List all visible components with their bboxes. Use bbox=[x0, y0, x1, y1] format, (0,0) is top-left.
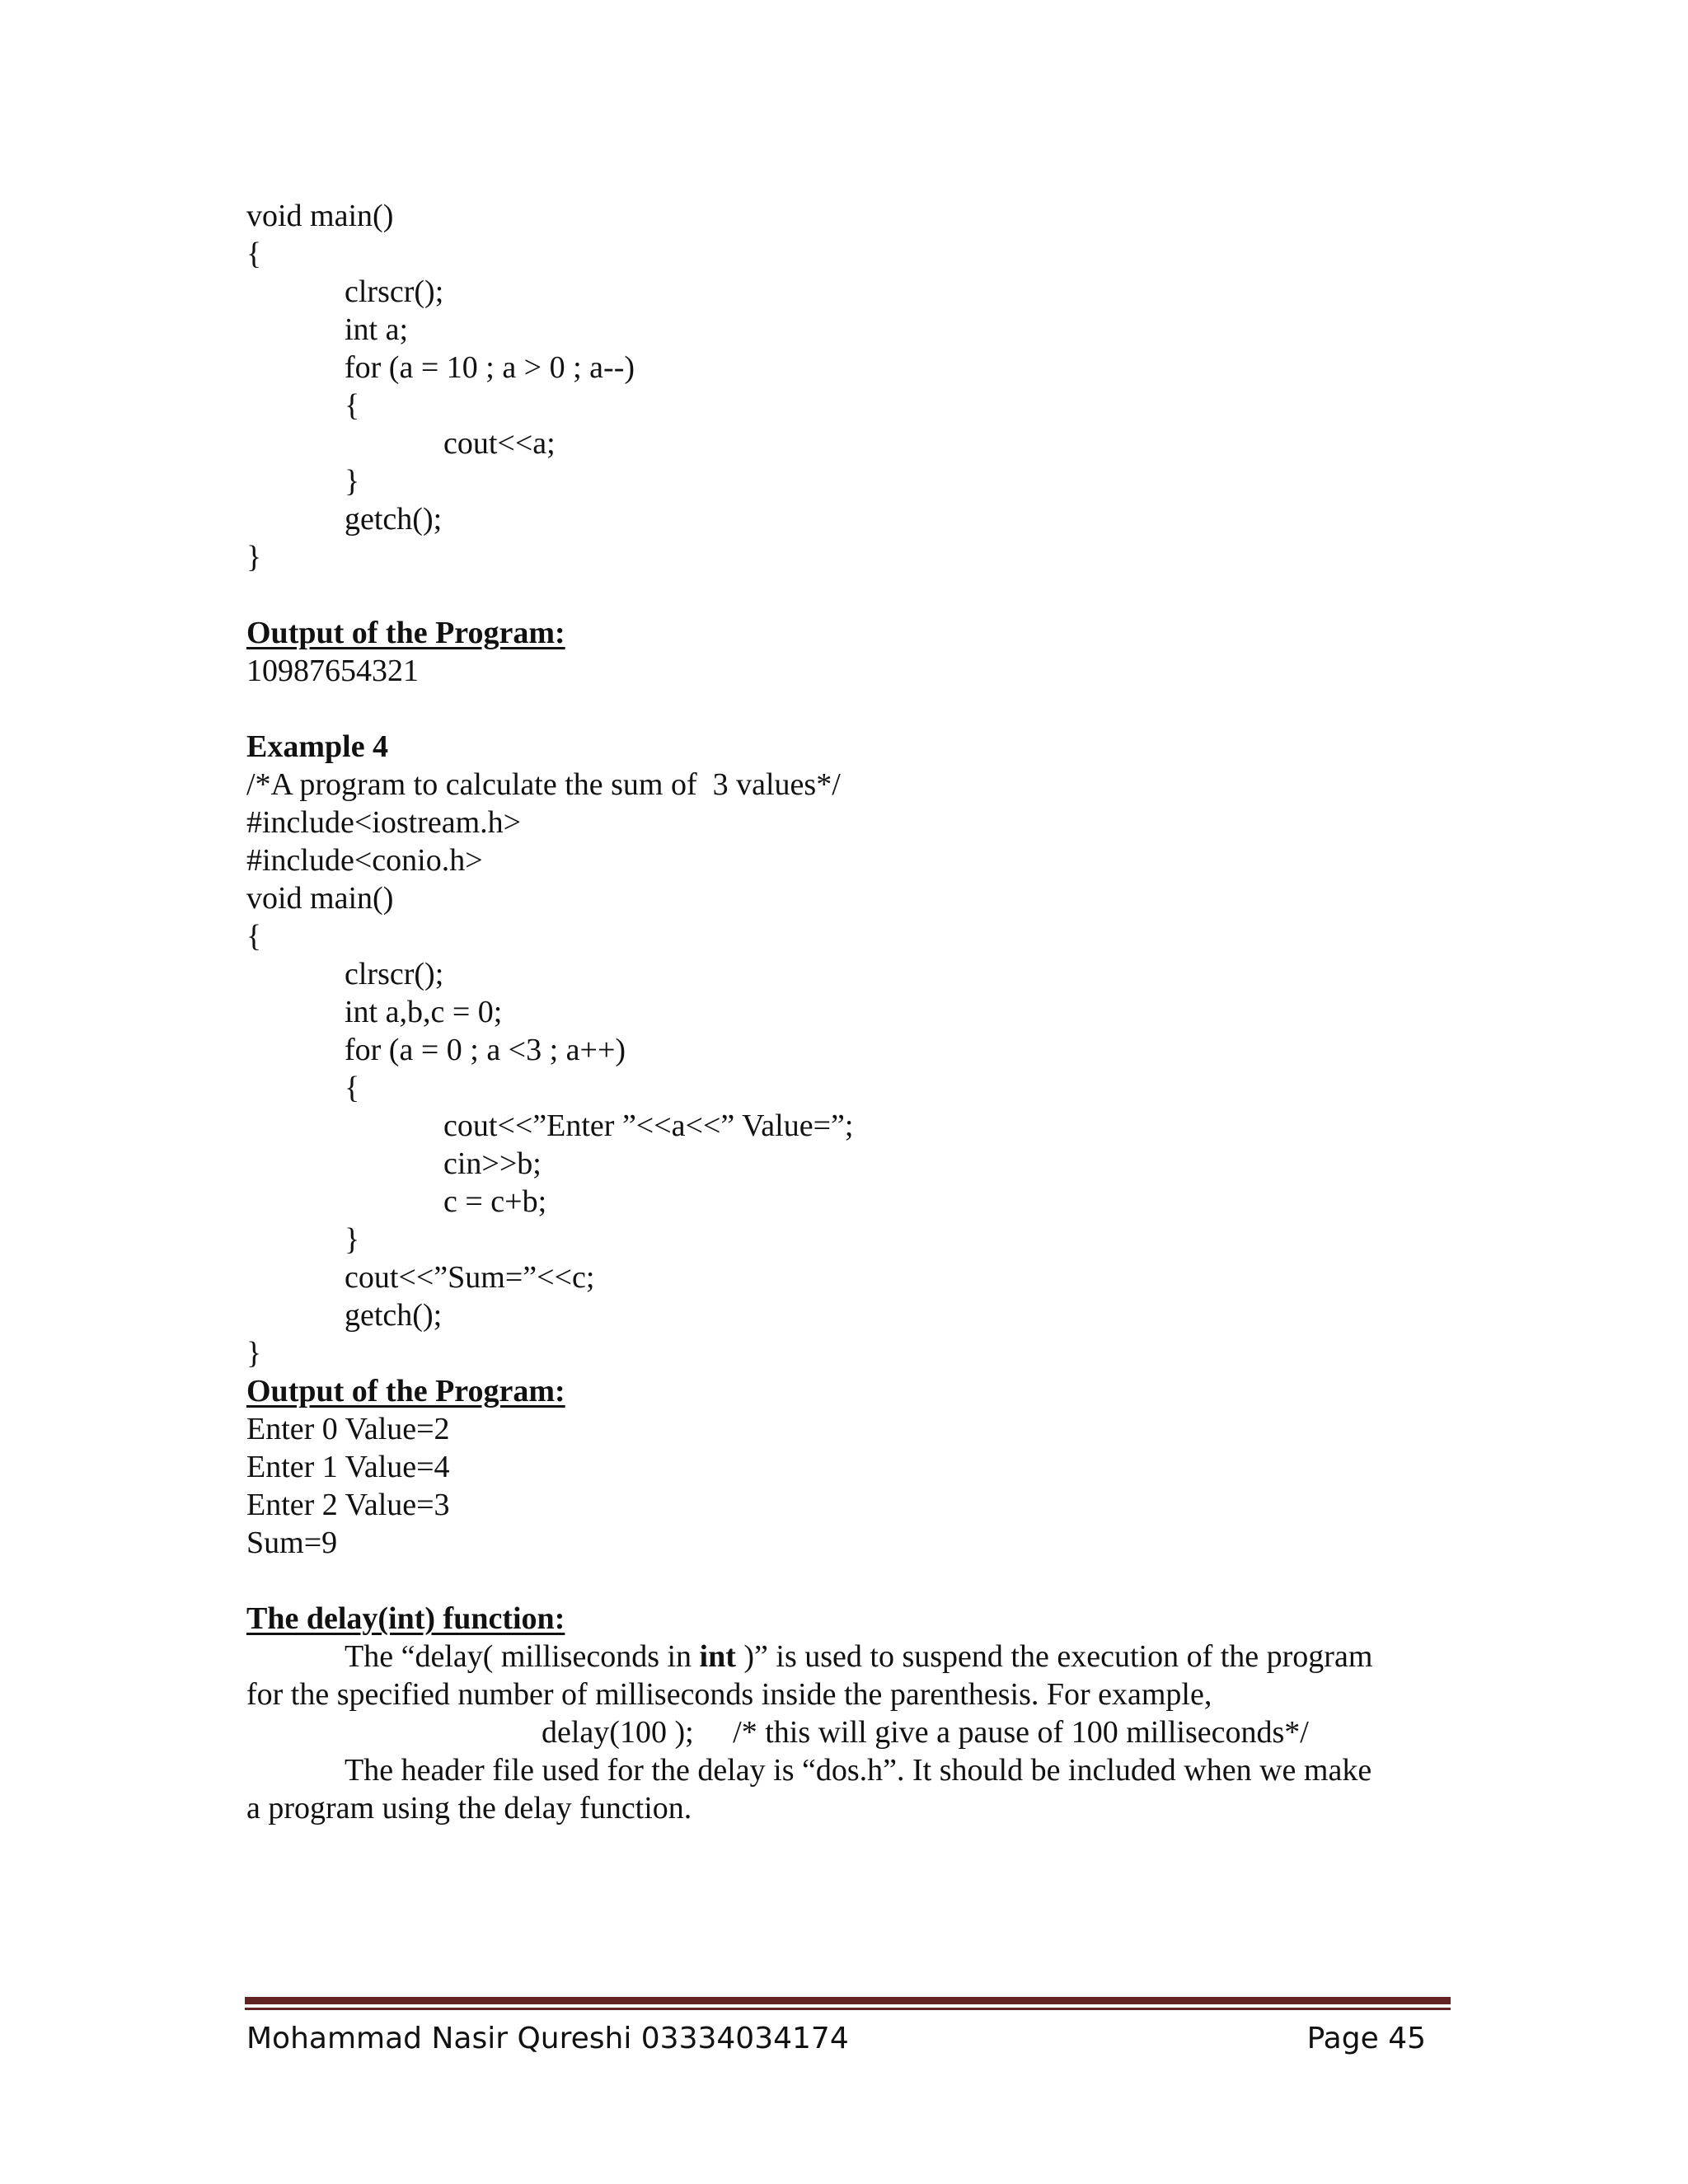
code-line: getch(); bbox=[345, 1298, 443, 1333]
code-line: clrscr(); bbox=[345, 957, 444, 991]
output-heading: Output of the Program: bbox=[246, 616, 565, 650]
footer-author: Mohammad Nasir Qureshi 03334034174 bbox=[246, 2022, 849, 2055]
output-line: Sum=9 bbox=[246, 1526, 338, 1560]
code-line: for (a = 0 ; a <3 ; a++) bbox=[345, 1033, 626, 1067]
section-heading: The delay(int) function: bbox=[246, 1601, 565, 1636]
code-example: delay(100 ); /* this will give a pause of 100 milliseconds*/ bbox=[542, 1715, 1309, 1750]
code-line: clrscr(); bbox=[345, 274, 444, 309]
keyword-int: int bbox=[699, 1639, 736, 1674]
paragraph-line: a program using the delay function. bbox=[246, 1791, 692, 1825]
code-line: c = c+b; bbox=[443, 1184, 547, 1219]
output-line: Enter 0 Value=2 bbox=[246, 1412, 450, 1446]
output-text: 10987654321 bbox=[246, 654, 419, 688]
paragraph-text: The “delay( milliseconds in bbox=[345, 1639, 700, 1674]
example-heading: Example 4 bbox=[246, 729, 389, 764]
code-line: void main() bbox=[246, 881, 394, 916]
footer-page-number: Page 45 bbox=[1306, 2022, 1426, 2055]
code-line: } bbox=[246, 540, 262, 574]
code-line: #include<iostream.h> bbox=[246, 805, 522, 840]
paragraph-line: The header file used for the delay is “dos.h”. It should be included when we make bbox=[345, 1753, 1372, 1788]
paragraph-text: )” is used to suspend the execution of the program bbox=[735, 1639, 1373, 1674]
paragraph-line bbox=[345, 1638, 1372, 1675]
output-heading: Output of the Program: bbox=[246, 1374, 565, 1408]
code-line: cout<<”Sum=”<<c; bbox=[345, 1260, 595, 1295]
code-line: void main() bbox=[246, 199, 394, 233]
paragraph-line: for the specified number of milliseconds inside the parenthesis. For example, bbox=[246, 1677, 1212, 1712]
output-line: Enter 1 Value=4 bbox=[246, 1450, 450, 1484]
footer-divider bbox=[245, 1997, 1451, 2004]
code-line: { bbox=[246, 237, 262, 271]
code-line: cout<<”Enter ”<<a<<” Value=”; bbox=[443, 1108, 854, 1143]
code-line: cout<<a; bbox=[443, 426, 556, 461]
code-line: #include<conio.h> bbox=[246, 843, 483, 878]
code-line: getch(); bbox=[345, 502, 443, 537]
code-line: int a; bbox=[345, 312, 409, 347]
code-line: } bbox=[345, 1222, 360, 1257]
code-line: cin>>b; bbox=[443, 1146, 542, 1181]
code-line: for (a = 10 ; a > 0 ; a--) bbox=[345, 350, 635, 385]
code-line: { bbox=[345, 1071, 360, 1105]
code-comment: /*A program to calculate the sum of 3 values*/ bbox=[246, 767, 841, 802]
code-line: } bbox=[246, 1336, 262, 1371]
code-line: { bbox=[246, 919, 262, 954]
code-line: int a,b,c = 0; bbox=[345, 995, 503, 1029]
footer-divider-thin bbox=[245, 2008, 1451, 2010]
code-line: { bbox=[345, 388, 360, 423]
output-line: Enter 2 Value=3 bbox=[246, 1488, 450, 1522]
code-line: } bbox=[345, 464, 360, 499]
